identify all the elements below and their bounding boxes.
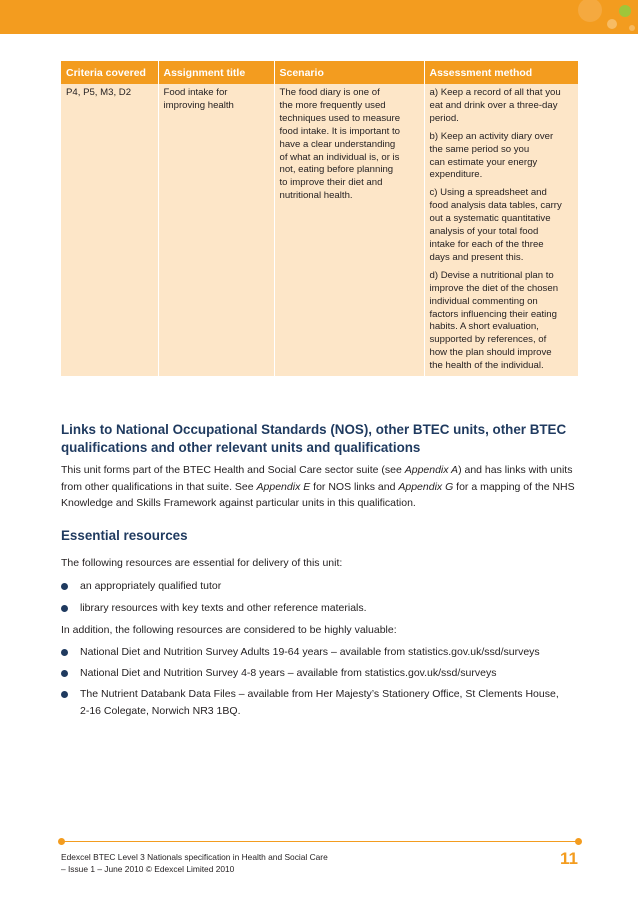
method-line: food analysis data tables, carry — [429, 200, 562, 212]
essential-resources-heading: Essential resources — [61, 528, 188, 543]
footer-line-2: – Issue 1 – June 2010 © Edexcel Limited 2010 — [61, 864, 235, 874]
scenario-line: techniques used to measure — [279, 112, 401, 124]
links-paragraph-line-1: This unit forms part of the BTEC Health and Social Care sector suite (see Appendix A) and has links with units — [61, 464, 573, 476]
method-line: the same period so you — [429, 143, 530, 155]
header-criteria: Criteria covered — [61, 61, 158, 84]
footer-line-1: Edexcel BTEC Level 3 Nationals specification in Health and Social Care — [61, 852, 328, 862]
method-line: habits. A short evaluation, — [429, 321, 539, 333]
method-line: can estimate your energy — [429, 156, 538, 168]
header-assignment-title: Assignment title — [158, 61, 274, 84]
method-line: the health of the individual. — [429, 360, 544, 372]
method-line: supported by references, of — [429, 334, 547, 346]
bullet-icon — [61, 670, 68, 677]
valuable-item: The Nutrient Databank Data Files – available from Her Majesty’s Stationery Office, St Clements House, — [80, 688, 559, 700]
cell-scenario — [274, 84, 424, 376]
links-paragraph-line-2: from other qualifications in that suite. See Appendix E for NOS links and Appendix G for a mapping of the NHS — [61, 481, 575, 493]
method-line: eat and drink over a three-day — [429, 99, 558, 111]
valuable-item-continuation: 2-16 Colegate, Norwich NR3 1BQ. — [80, 705, 241, 717]
resources-addition: In addition, the following resources are considered to be highly valuable: — [61, 624, 397, 636]
table-header-row — [61, 61, 578, 84]
appendix-reference: Appendix E — [256, 481, 311, 493]
footer-dot-right — [575, 838, 582, 845]
scenario-line: the more frequently used — [279, 99, 386, 111]
deco-circle-large — [578, 0, 602, 22]
method-paragraph-c — [430, 187, 575, 264]
footer-rule — [61, 841, 578, 842]
scenario-line: have a clear understanding — [279, 138, 396, 150]
links-paragraph-line-3: Knowledge and Skills Framework against particular units in this qualification. — [61, 497, 416, 509]
appendix-reference: Appendix G — [398, 481, 454, 493]
criteria-text: P4, P5, M3, D2 — [66, 87, 132, 98]
valuable-item: National Diet and Nutrition Survey 4-8 years – available from statistics.gov.uk/ssd/surveys — [80, 667, 497, 679]
method-line: analysis of your total food — [429, 226, 539, 238]
footer-dot-left — [58, 838, 65, 845]
method-line: d) Devise a nutritional plan to — [429, 269, 554, 281]
top-banner — [0, 0, 638, 34]
scenario-line: of what an individual is, or is — [279, 151, 400, 163]
header-assessment-method: Assessment method — [424, 61, 578, 84]
header-scenario: Scenario — [274, 61, 424, 84]
title-line: Food intake for — [163, 87, 228, 98]
method-line: factors influencing their eating — [429, 308, 557, 320]
method-paragraph-d — [430, 270, 575, 373]
links-heading-line: qualifications and other relevant units and qualifications — [61, 440, 421, 455]
cell-criteria — [61, 84, 158, 376]
essential-item: an appropriately qualified tutor — [80, 580, 222, 592]
method-line: improve the diet of the chosen — [429, 282, 559, 294]
scenario-line: The food diary is one of — [279, 87, 380, 98]
scenario-line: not, eating before planning — [279, 164, 394, 176]
decorative-circles — [528, 0, 638, 34]
scenario-line: nutritional health. — [279, 190, 353, 202]
resources-intro: The following resources are essential for delivery of this unit: — [61, 557, 343, 569]
method-line: intake for each of the three — [429, 238, 544, 250]
assessment-table — [61, 61, 578, 376]
appendix-reference: Appendix A — [404, 464, 459, 476]
method-line: b) Keep an activity diary over — [429, 130, 554, 142]
method-line: how the plan should improve — [429, 347, 552, 359]
method-line: individual commenting on — [429, 295, 538, 307]
method-line: out a systematic quantitative — [429, 213, 551, 225]
deco-circle-small — [607, 19, 617, 29]
method-paragraph-b — [430, 131, 575, 183]
method-line: c) Using a spreadsheet and — [429, 187, 547, 199]
deco-circle-tiny — [629, 25, 635, 31]
scenario-line: food intake. It is important to — [279, 125, 401, 137]
cell-assignment-title — [158, 84, 274, 376]
deco-circle-green — [619, 5, 631, 17]
cell-assessment-method — [424, 84, 578, 376]
table-row — [61, 84, 578, 376]
essential-item: library resources with key texts and other reference materials. — [80, 602, 367, 614]
method-line: expenditure. — [429, 169, 483, 181]
links-heading-line: Links to National Occupational Standards (NOS), other BTEC units, other BTEC — [61, 422, 567, 437]
bullet-icon — [61, 649, 68, 656]
method-line: a) Keep a record of all that you — [429, 87, 561, 98]
title-line: improving health — [163, 99, 234, 111]
method-line: period. — [429, 112, 459, 124]
page-number: 11 — [560, 849, 578, 868]
bullet-icon — [61, 691, 68, 698]
valuable-item: National Diet and Nutrition Survey Adults 19-64 years – available from statistics.gov.uk/ssd/surveys — [80, 646, 540, 658]
method-line: days and present this. — [429, 251, 524, 263]
method-paragraph-a — [430, 87, 575, 126]
bullet-icon — [61, 583, 68, 590]
bullet-icon — [61, 605, 68, 612]
links-heading — [61, 421, 566, 457]
scenario-line: to improve their diet and — [279, 177, 383, 189]
